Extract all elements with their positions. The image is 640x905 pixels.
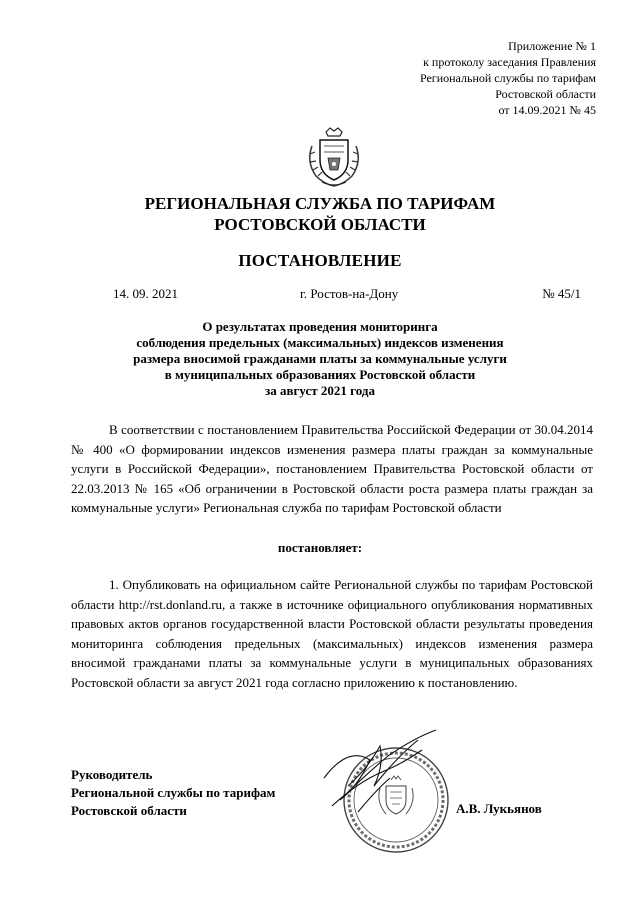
document-meta <box>113 286 581 304</box>
subject-line: в муниципальных образованиях Ростовской области <box>164 367 476 382</box>
appendix-line: к протоколу заседания Правления <box>423 55 596 69</box>
subject-line: за август 2021 года <box>265 383 375 398</box>
organization-name <box>0 193 640 235</box>
official-seal-icon <box>318 716 454 856</box>
signer-name: А.В. Лукьянов <box>456 801 542 816</box>
preamble-paragraph: В соответствии с постановлением Правительства Российской Федерации от 30.04.2014 № 400 «О формировании индексов изменения размера платы граждан за коммунальные услуги в Российской Федерации», постановлением Правительства Ростовской области от 22.03.2013 № 165 «Об ограничении в Ростовской области роста размера платы граждан за коммунальные услуги» Региональная служба по тарифам Ростовской области <box>71 422 593 515</box>
coat-of-arms-icon <box>302 126 366 190</box>
signer-title-line: Руководитель <box>71 767 153 782</box>
document-city: г. Ростов-на-Дону <box>300 286 399 301</box>
appendix-line: Приложение № 1 <box>508 39 596 53</box>
signer-title <box>71 766 275 820</box>
signer-title-line: Региональной службы по тарифам <box>71 785 276 800</box>
appendix-note <box>420 38 596 118</box>
appendix-line: Региональной службы по тарифам <box>419 71 596 85</box>
signer-title-line: Ростовской области <box>71 803 187 818</box>
document-type: ПОСТАНОВЛЕНИЕ <box>238 251 402 270</box>
document-number: № 45/1 <box>542 286 581 301</box>
clause-paragraph: 1. Опубликовать на официальном сайте Региональной службы по тарифам Ростовской области http://rst.donland.ru, а также в источнике официального опубликования нормативных правовых актов органов государственной власти Ростовской области результаты проведения мониторинга соблюдения предельных (максимальных) индексов изменения размера вносимой гражданами платы за коммунальные услуги в муниципальных образованиях Ростовской области за август 2021 года согласно приложению к постановлению. <box>71 577 593 690</box>
subject-line: размера вносимой гражданами платы за коммунальные услуги <box>133 351 507 366</box>
document-subject <box>0 319 640 399</box>
subject-line: О результатах проведения мониторинга <box>202 319 438 334</box>
organization-name-line: РЕГИОНАЛЬНАЯ СЛУЖБА ПО ТАРИФАМ <box>144 194 496 213</box>
handwritten-signature-icon <box>324 730 436 812</box>
subject-line: соблюдения предельных (максимальных) индексов изменения <box>136 335 504 350</box>
resolves-heading: постановляет: <box>277 540 363 555</box>
organization-name-line: РОСТОВСКОЙ ОБЛАСТИ <box>214 215 426 234</box>
appendix-line: Ростовской области <box>495 87 596 101</box>
document-date: 14. 09. 2021 <box>113 286 178 301</box>
appendix-line: от 14.09.2021 № 45 <box>498 103 596 117</box>
